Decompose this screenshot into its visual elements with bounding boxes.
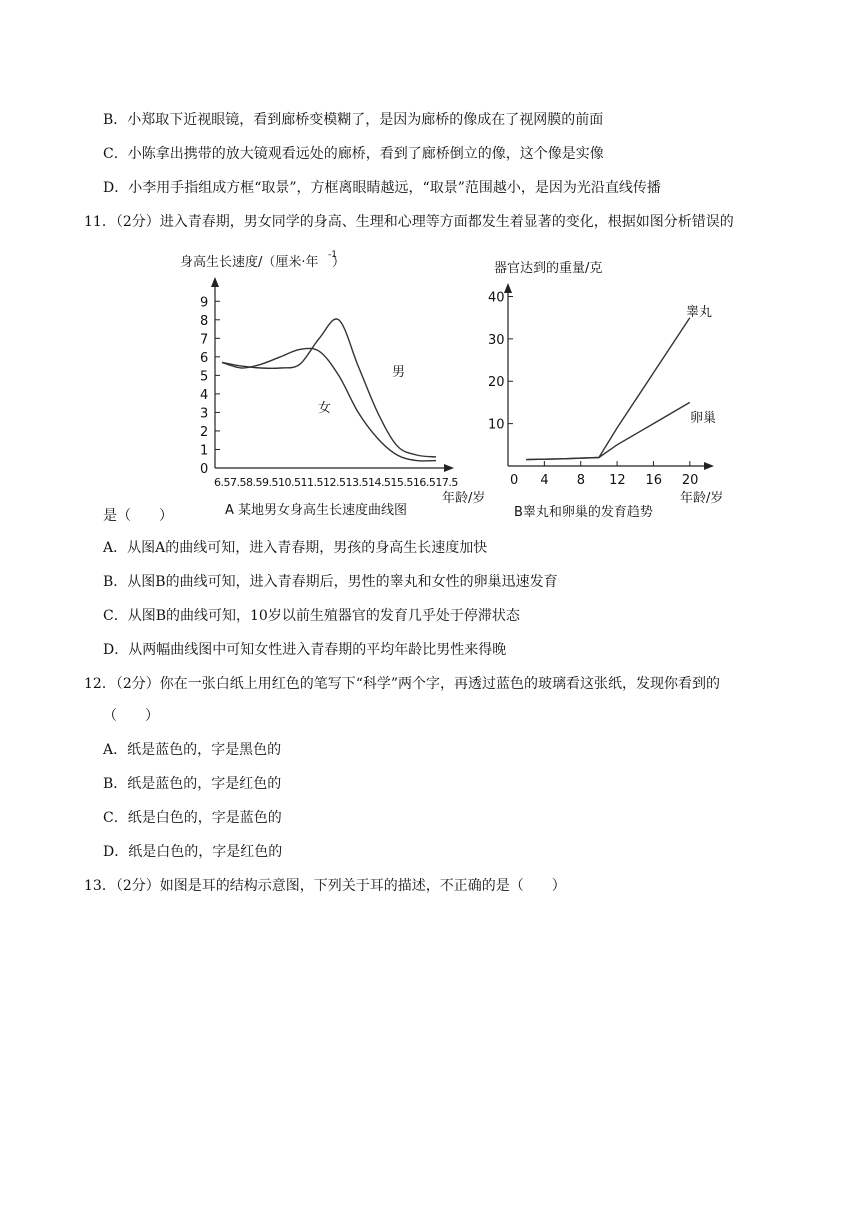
q12-stem: 12．（2分）你在一张白纸上用红色的笔写下“科学”两个字，再透过蓝色的玻璃看这张纸，发现你看到的 [84, 676, 721, 692]
q10-option-b[interactable]: B．小郑取下近视眼镜，看到廊桥变模糊了，是因为廊桥的像成在了视网膜的前面 [103, 112, 604, 128]
chart-b-x-tick-label: 8 [576, 473, 586, 488]
chart-a-xlabel: 年龄/岁 [442, 491, 486, 506]
q12-stem-tail: （ ） [103, 708, 159, 724]
chart-a-title: A 某地男女身高生长速度曲线图 [225, 503, 408, 518]
chart-b-y-tick-label: 30 [488, 332, 505, 348]
chart-a-x-tick-labels: 6.57.58.59.510.511.512.513.514.515.516.517.5 [214, 476, 458, 489]
chart-b-xlabel: 年龄/岁 [680, 491, 724, 506]
q11-option-c[interactable]: C．从图B的曲线可知，10岁以前生殖器官的发育几乎处于停滞状态 [103, 608, 520, 624]
chart-a-y-tick-label: 9 [200, 295, 209, 311]
chart-b-y-tick-label: 40 [488, 290, 505, 306]
q10-option-d[interactable]: D．小李用手指组成方框“取景”，方框离眼睛越远，“取景”范围越小，是因为光沿直线传播 [103, 180, 661, 196]
q12-option-b[interactable]: B．纸是蓝色的，字是红色的 [103, 776, 282, 792]
q11-option-a[interactable]: A．从图A的曲线可知，进入青春期，男孩的身高生长速度加快 [103, 540, 488, 556]
chart-a-y-tick-label: 7 [200, 332, 209, 348]
chart-a-ylabel-close: ） [332, 255, 346, 270]
q12-option-a[interactable]: A．纸是蓝色的，字是黑色的 [103, 742, 282, 758]
chart-a-label-male: 男 [392, 365, 406, 380]
q12-option-c[interactable]: C．纸是白色的，字是蓝色的 [103, 810, 282, 826]
q11-stem: 11．（2分）进入青春期，男女同学的身高、生理和心理等方面都发生着显著的变化，根据如图分析错误的 [84, 214, 734, 230]
chart-b-x-tick-label: 12 [609, 473, 626, 488]
chart-b-series-testis [526, 318, 690, 460]
chart-b-y-tick-label: 20 [488, 375, 505, 391]
chart-b-organ-weight [490, 250, 750, 530]
chart-a-y-tick-label: 5 [200, 369, 209, 385]
chart-a-y-tick-label: 4 [200, 387, 209, 403]
chart-a-ylabel-sup: -1 [328, 250, 337, 260]
chart-b-x-tick-label: 0 [510, 473, 519, 488]
chart-a-y-tick-label: 2 [200, 424, 209, 440]
q13-stem: 13．（2分）如图是耳的结构示意图，下列关于耳的描述，不正确的是（ ） [84, 878, 566, 894]
q12-option-d[interactable]: D．纸是白色的，字是红色的 [103, 844, 283, 860]
chart-a-y-tick-label: 8 [200, 313, 209, 329]
chart-b-y-arrow [504, 283, 512, 293]
q11-stem-tail: 是（ ） [103, 508, 173, 524]
chart-a-x-arrow [444, 464, 454, 472]
chart-b-ylabel: 器官达到的重量/克 [494, 261, 603, 276]
chart-b-title: B睾丸和卵巢的发育趋势 [514, 505, 653, 520]
q10-option-c[interactable]: C．小陈拿出携带的放大镜观看远处的廊桥，看到了廊桥倒立的像，这个像是实像 [103, 146, 604, 162]
chart-b-x-tick-label: 16 [645, 473, 663, 488]
chart-a-y-tick-label: 6 [200, 350, 209, 366]
chart-a-y-tick-label: 3 [200, 406, 209, 422]
chart-b-label-ovary: 卵巢 [690, 411, 717, 426]
chart-b-label-testis: 睾丸 [686, 305, 713, 320]
chart-b-x-tick-label: 4 [540, 473, 549, 488]
chart-a-y-tick-label: 0 [200, 462, 209, 477]
q11-option-b[interactable]: B．从图B的曲线可知，进入青春期后，男性的睾丸和女性的卵巢迅速发育 [103, 574, 558, 590]
chart-a-label-female: 女 [318, 401, 332, 416]
chart-a-series-male [222, 319, 436, 457]
q11-option-d[interactable]: D．从两幅曲线图中可知女性进入青春期的平均年龄比男性来得晚 [103, 642, 507, 658]
chart-a-y-tick-label: 1 [200, 443, 209, 459]
chart-a-height-growth [170, 240, 490, 525]
chart-b-series-ovary [526, 402, 690, 459]
chart-b-x-arrow [704, 462, 714, 470]
chart-b-y-tick-label: 10 [488, 417, 505, 433]
chart-a-y-arrow [211, 277, 219, 287]
chart-a-ylabel: 身高生长速度/（厘米·年 [180, 255, 319, 270]
chart-b-x-tick-label: 20 [681, 473, 699, 488]
